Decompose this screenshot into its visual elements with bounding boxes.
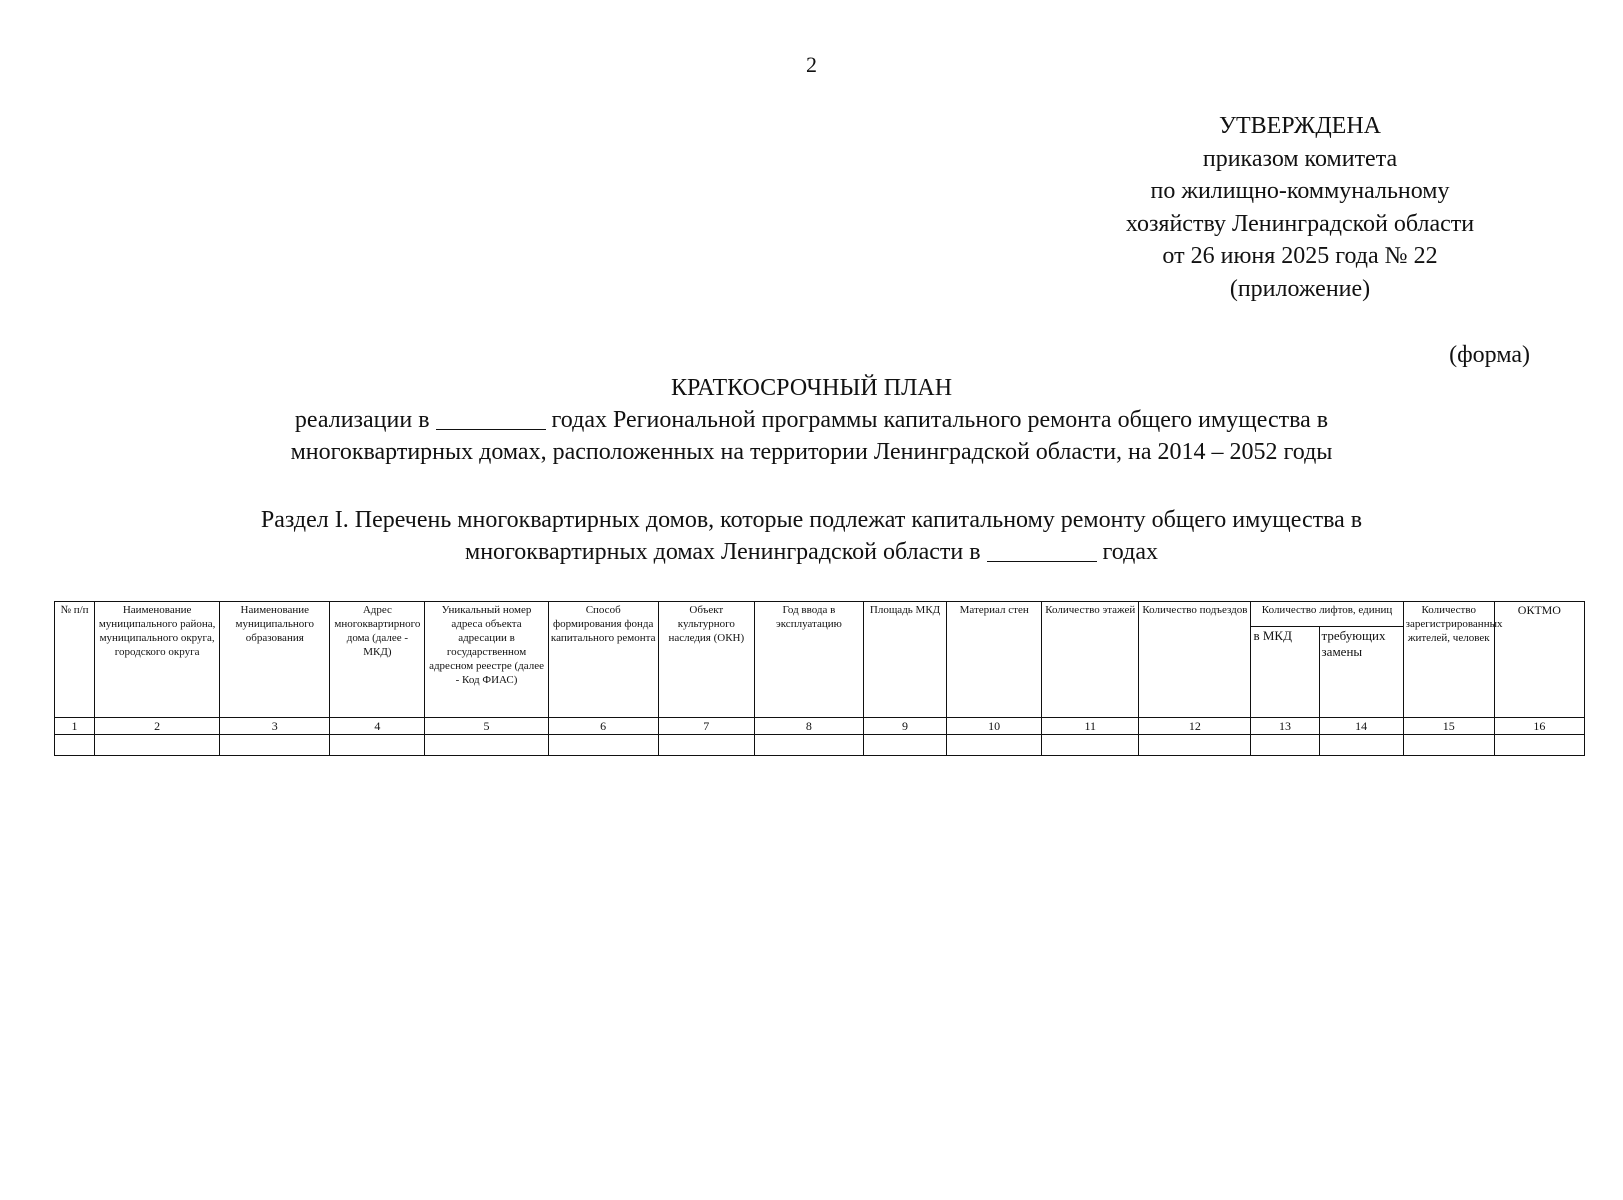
approval-line: по жилищно-коммунальному xyxy=(1150,178,1450,204)
column-number: 12 xyxy=(1139,718,1251,735)
column-subheader: в МКД xyxy=(1251,627,1319,718)
column-header: Количество зарегистрированных жителей, человек xyxy=(1403,602,1494,718)
plan-text: реализации в xyxy=(294,407,430,433)
column-number: 4 xyxy=(330,718,425,735)
form-label: (форма) xyxy=(1449,342,1530,368)
column-number: 1 xyxy=(55,718,95,735)
column-number-row xyxy=(55,718,1585,735)
column-number: 7 xyxy=(658,718,754,735)
table-cell xyxy=(330,735,425,756)
plan-title-block xyxy=(0,372,1623,468)
table-cell xyxy=(548,735,658,756)
table-cell xyxy=(1494,735,1584,756)
section-line-2 xyxy=(0,536,1623,568)
table-cell xyxy=(1251,735,1319,756)
table-header-row xyxy=(55,602,1585,627)
column-number: 3 xyxy=(220,718,330,735)
table-cell xyxy=(1319,735,1403,756)
column-number: 8 xyxy=(754,718,863,735)
table-cell xyxy=(220,735,330,756)
column-number: 11 xyxy=(1042,718,1139,735)
table-cell xyxy=(658,735,754,756)
years-blank-field xyxy=(436,405,546,430)
column-subheader: требующих замены xyxy=(1319,627,1403,718)
table-row xyxy=(55,735,1585,756)
approval-line: от 26 июня 2025 года № 22 xyxy=(1162,243,1438,269)
table-cell xyxy=(1139,735,1251,756)
plan-text: годах Региональной программы капитального ремонта общего имущества в xyxy=(551,407,1329,433)
table-cell xyxy=(754,735,863,756)
approval-line: (приложение) xyxy=(1229,275,1371,302)
section-heading xyxy=(0,504,1623,568)
plan-subtitle-line-2: многоквартирных домах, расположенных на территории Ленинградской области, на 2014 – 2052 годы xyxy=(290,439,1333,465)
table-cell xyxy=(95,735,220,756)
column-header: Год ввода в эксплуатацию xyxy=(754,602,863,718)
column-number: 16 xyxy=(1494,718,1584,735)
column-header: Количество подъездов xyxy=(1139,602,1251,718)
plan-subtitle-line-1 xyxy=(0,404,1623,436)
column-number: 13 xyxy=(1251,718,1319,735)
column-header: Наименование муниципального образования xyxy=(220,602,330,718)
table-cell xyxy=(55,735,95,756)
column-header: Уникальный номер адреса объекта адресации в государственном адресном реестре (далее - Код ФИАС) xyxy=(425,602,548,718)
table-cell xyxy=(425,735,548,756)
approval-line: приказом комитета xyxy=(1202,145,1398,172)
column-header: Площадь МКД xyxy=(864,602,947,718)
approval-stamp xyxy=(1040,110,1560,305)
column-header: ОКТМО xyxy=(1494,602,1584,718)
section-line-1: Раздел I. Перечень многоквартирных домов, которые подлежат капитальному ремонту общего имущества в xyxy=(260,507,1363,533)
page-number: 2 xyxy=(806,52,817,77)
column-number: 2 xyxy=(95,718,220,735)
column-header: Способ формирования фонда капитального ремонта xyxy=(548,602,658,718)
table-cell xyxy=(947,735,1042,756)
plan-title: КРАТКОСРОЧНЫЙ ПЛАН xyxy=(670,375,953,401)
column-header: Адрес многоквартирного дома (далее - МКД) xyxy=(330,602,425,718)
column-header: Наименование муниципального района, муниципального округа, городского округа xyxy=(95,602,220,718)
table-cell xyxy=(1042,735,1139,756)
column-number: 10 xyxy=(947,718,1042,735)
column-number: 6 xyxy=(548,718,658,735)
column-header: Количество этажей xyxy=(1042,602,1139,718)
years-blank-field xyxy=(987,537,1097,562)
section-text: многоквартирных домах Ленинградской области в xyxy=(465,539,981,565)
table-cell xyxy=(864,735,947,756)
column-header-group: Количество лифтов, единиц xyxy=(1251,602,1403,627)
column-number: 5 xyxy=(425,718,548,735)
section-text: годах xyxy=(1102,539,1158,565)
column-header: Материал стен xyxy=(947,602,1042,718)
houses-table xyxy=(54,601,1585,756)
column-number: 15 xyxy=(1403,718,1494,735)
column-number: 14 xyxy=(1319,718,1403,735)
column-number: 9 xyxy=(864,718,947,735)
column-header: № п/п xyxy=(55,602,95,718)
approval-title: УТВЕРЖДЕНА xyxy=(1218,113,1382,139)
column-header: Объект культурного наследия (ОКН) xyxy=(658,602,754,718)
approval-line: хозяйству Ленинградской области xyxy=(1125,210,1475,237)
table-cell xyxy=(1403,735,1494,756)
